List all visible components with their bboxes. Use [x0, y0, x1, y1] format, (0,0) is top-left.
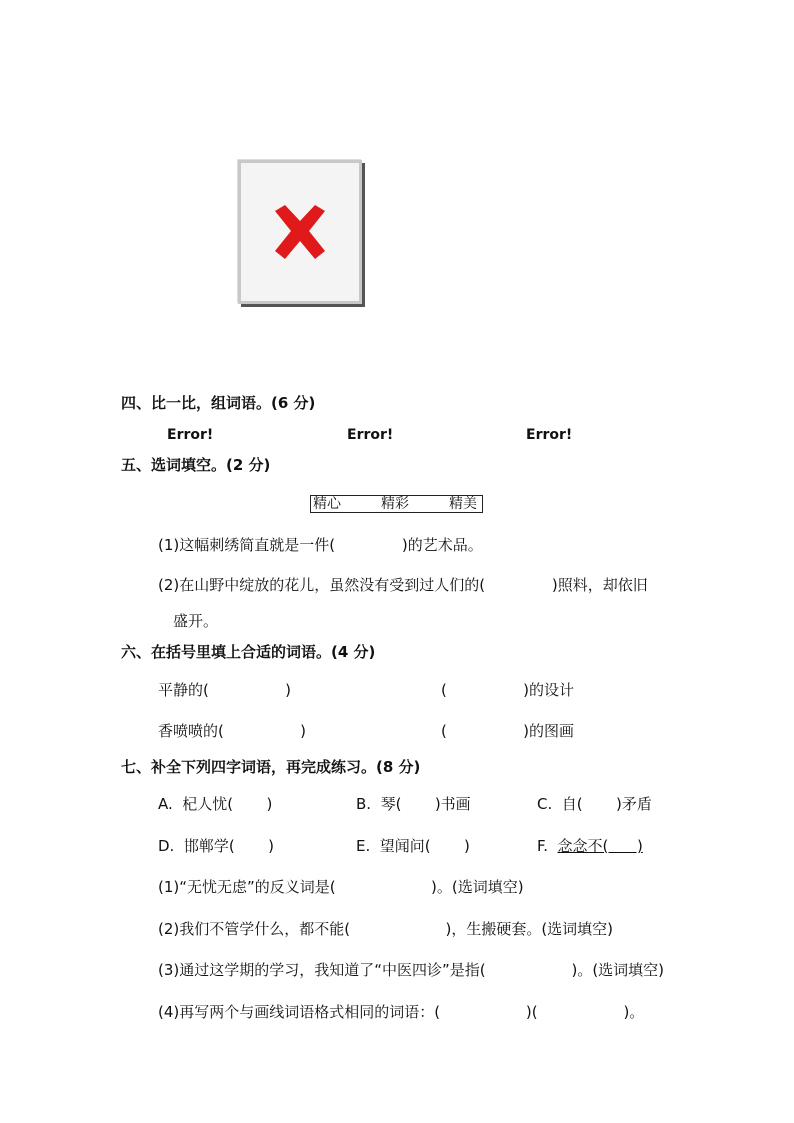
section7-question-2: (2)我们不管学什么，都不能( )，生搬硬套。(选词填空)	[158, 920, 614, 938]
phrase-fill-4: ( )的图画	[441, 722, 574, 740]
phrase-fill-1: 平静的( )	[158, 681, 291, 699]
section7-heading: 七、补全下列四字词语，再完成练习。(8 分)	[121, 758, 421, 776]
phrase-fill-3: 香喷喷的( )	[158, 722, 306, 740]
section5-question-1: (1)这幅刺绣简直就是一件( )的艺术品。	[158, 536, 483, 554]
underlined-idiom: 念念不( )	[557, 837, 643, 855]
section4-heading: 四、比一比，组词语。(6 分)	[121, 394, 316, 412]
section5-heading: 五、选词填空。(2 分)	[121, 456, 271, 474]
broken-image-icon	[269, 201, 331, 263]
error-text-3: Error!	[526, 427, 573, 443]
idiom-option-e: E. 望闻问( )	[356, 837, 470, 855]
word-option: 精美	[449, 496, 477, 512]
section6-heading: 六、在括号里填上合适的词语。(4 分)	[121, 643, 376, 661]
idiom-option-c: C. 自( )矛盾	[537, 795, 652, 813]
idiom-option-d: D. 邯郸学( )	[158, 837, 274, 855]
error-text-1: Error!	[167, 427, 214, 443]
error-text-2: Error!	[347, 427, 394, 443]
word-options-box	[310, 495, 483, 513]
idiom-option-a: A. 杞人忧( )	[158, 795, 273, 813]
section5-question-2: (2)在山野中绽放的花儿，虽然没有受到过人们的( )照料，却依旧	[158, 576, 648, 594]
section5-question-2-cont: 盛开。	[173, 612, 219, 630]
section7-question-4: (4)再写两个与画线词语格式相同的词语：( )( )。	[158, 1003, 645, 1021]
idiom-option-f-label: F.	[537, 837, 558, 855]
section7-question-3: (3)通过这学期的学习，我知道了“中医四诊”是指( )。(选词填空)	[158, 961, 665, 979]
broken-image-placeholder	[238, 160, 362, 304]
section7-question-1: (1)“无忧无虑”的反义词是( )。(选词填空)	[158, 878, 524, 896]
idiom-option-f	[537, 839, 643, 854]
word-option: 精心	[313, 496, 341, 512]
idiom-option-b: B. 琴( )书画	[356, 795, 471, 813]
word-option: 精彩	[381, 496, 409, 512]
phrase-fill-2: ( )的设计	[441, 681, 574, 699]
